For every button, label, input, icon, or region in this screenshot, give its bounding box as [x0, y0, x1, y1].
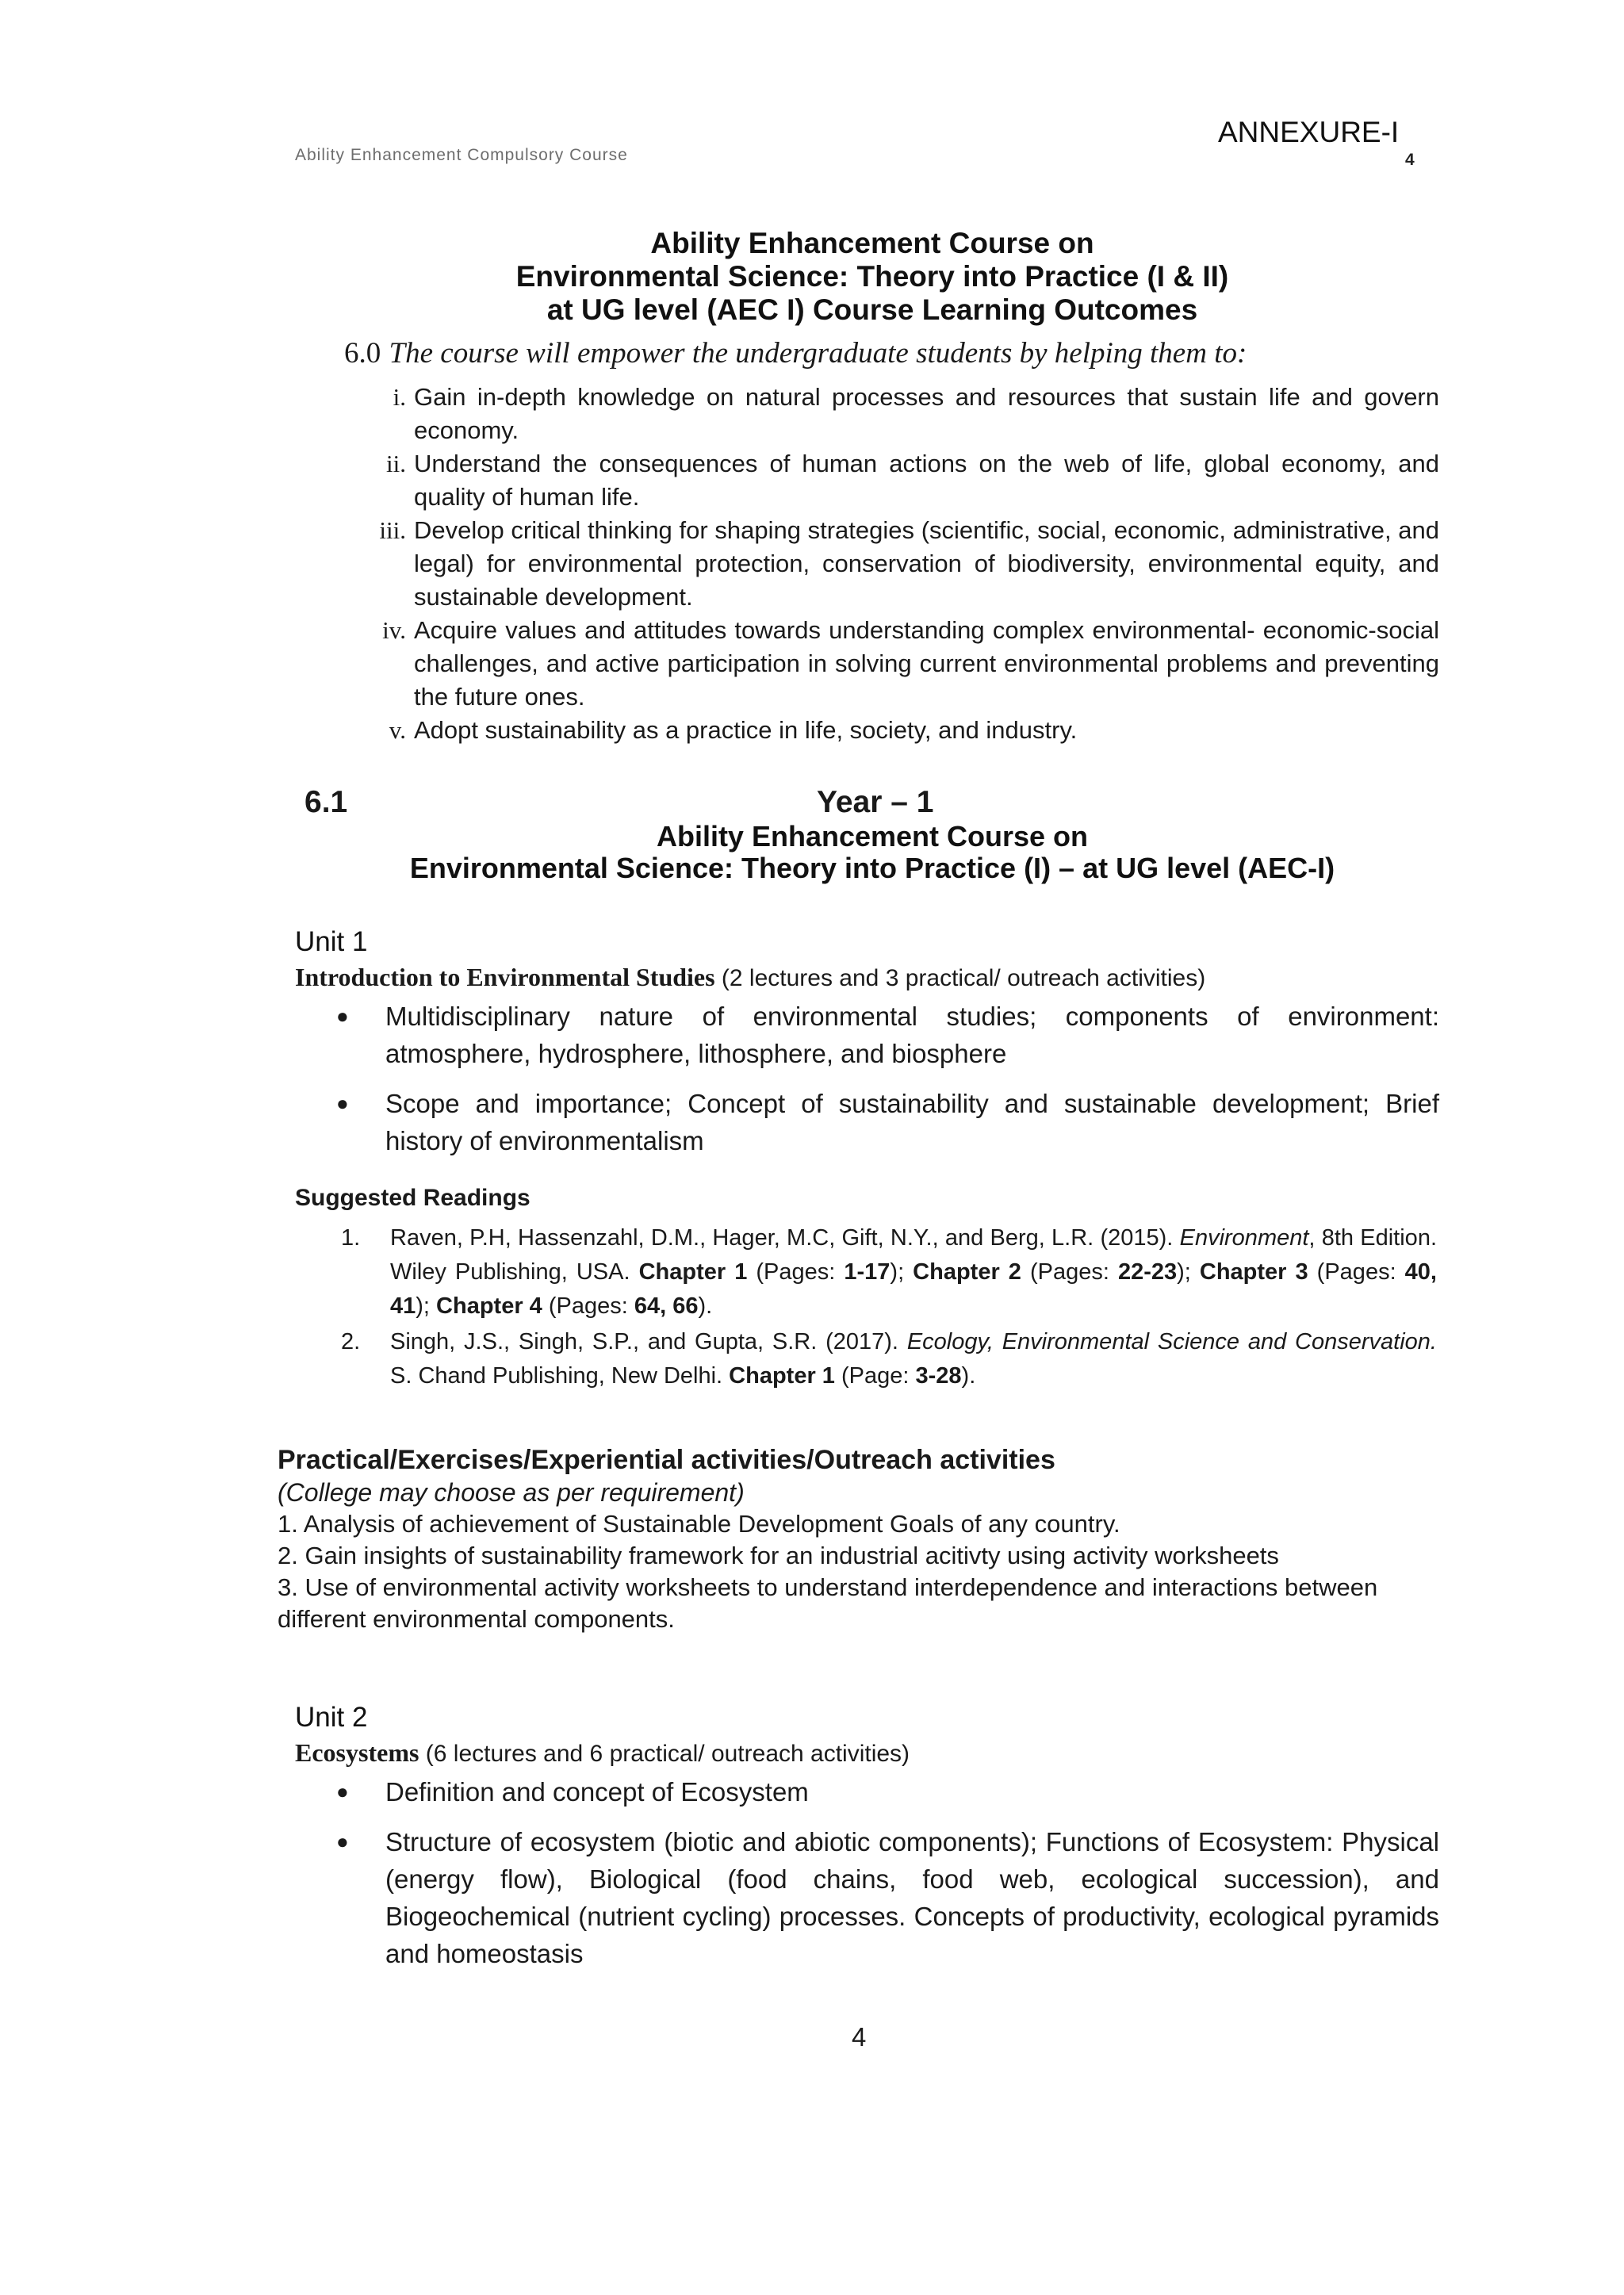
outcome-item: v. Adopt sustainability as a practice in life, society, and industry. [389, 716, 1078, 744]
outcome-item: iv. Acquire values and attitudes towards understanding complex environmental- economic-social challenges, and active participation in solving current environmental problems and preventing the future ones. [382, 616, 1439, 711]
unit-2-bullets [333, 1773, 1439, 1985]
unit-2-meta: (6 lectures and 6 practical/ outreach activities) [425, 1741, 910, 1767]
running-header: Ability Enhancement Compulsory Course [295, 146, 628, 164]
unit-1-heading: Unit 1 [295, 926, 368, 957]
practical-heading: Practical/Exercises/Experiential activities/Outreach activities [278, 1445, 1055, 1475]
section-6-0-intro [344, 336, 1247, 370]
unit-1-title: Introduction to Environmental Studies [295, 963, 715, 991]
list-item: ● Scope and importance; Concept of sustainability and sustainable development; Brief history of environmentalism [333, 1085, 1439, 1159]
unit-2-heading: Unit 2 [295, 1702, 368, 1733]
list-item: 2. Gain insights of sustainability framework for an industrial acitivty using activity worksheets [278, 1542, 1279, 1569]
list-item: 3. Use of environmental activity worksheets to understand interdependence and interactions between different environmental components. [278, 1573, 1378, 1633]
practical-list [278, 1508, 1404, 1635]
section-number: 6.0 [344, 337, 381, 370]
reading-item: 1. Raven, P.H, Hassenzahl, D.M., Hager, M.C, Gift, N.Y., and Berg, L.R. (2015). Environment, 8th Edition. Wiley Publishing, USA. Chapter 1 (Pages: 1-17); Chapter 2 (Pages: 22-23); Chapter 3 (Pages: 40, 41); Chapter 4 (Pages: 64, 66). [341, 1225, 1438, 1319]
header-page-number: 4 [1405, 151, 1415, 169]
intro-text: The course will empower the undergraduate students by helping them to: [389, 337, 1247, 370]
list-item: ● Definition and concept of Ecosystem [333, 1773, 1439, 1810]
title-line-3: at UG level (AEC I) Course Learning Outcomes [546, 293, 1198, 326]
outcome-item: i. Gain in-depth knowledge on natural processes and resources that sustain life and govern economy. [393, 383, 1439, 444]
unit-2-title-line [295, 1738, 910, 1768]
unit-1-title-line [295, 963, 1205, 992]
page-number: 4 [852, 2022, 867, 2052]
section-6-1-line-2: Ability Enhancement Course on [656, 820, 1089, 852]
year-heading: Year – 1 [817, 785, 934, 819]
title-line-2: Environmental Science: Theory into Practice (I & II) [515, 260, 1229, 293]
unit-2-title: Ecosystems [295, 1738, 419, 1767]
practical-subheading: (College may choose as per requirement) [278, 1478, 745, 1507]
bullet-icon: ● [336, 1829, 349, 1853]
bullet-icon: ● [336, 1004, 349, 1028]
title-line-1: Ability Enhancement Course on [650, 227, 1094, 259]
outcome-item: iii. Develop critical thinking for shaping strategies (scientific, social, economic, administrative, and legal) for environmental protection, conservation of biodiversity, environmental equity, and sustainable development. [379, 516, 1439, 611]
reading-item: 2. Singh, J.S., Singh, S.P., and Gupta, S.R. (2017). Ecology, Environmental Science and Conservation. S. Chand Publishing, New Delhi. Chapter 1 (Page: 3-28). [341, 1329, 1437, 1389]
bullet-icon: ● [336, 1780, 349, 1803]
list-item: ● Multidisciplinary nature of environmental studies; components of environment: atmosphere, hydrosphere, lithosphere, and biosphere [333, 998, 1439, 1072]
annexure-label: ANNEXURE-I [1218, 116, 1400, 148]
list-item: 1. Analysis of achievement of Sustainable Development Goals of any country. [278, 1510, 1120, 1538]
section-6-1-number: 6.1 [304, 785, 348, 819]
unit-1-meta: (2 lectures and 3 practical/ outreach activities) [721, 965, 1206, 991]
outcomes-list [341, 381, 1439, 747]
suggested-readings-heading: Suggested Readings [295, 1185, 530, 1211]
section-6-1-line-3: Environmental Science: Theory into Practice (I) – at UG level (AEC-I) [409, 852, 1335, 884]
readings-list [333, 1221, 1437, 1395]
list-item: ● Structure of ecosystem (biotic and abiotic components); Functions of Ecosystem: Physical (energy flow), Biological (food chains, food web, ecological succession), and Biogeochemical (nutrient cycling) processes. Concepts of productivity, ecological pyramids and homeostasis [333, 1823, 1439, 1972]
outcome-item: ii. Understand the consequences of human actions on the web of life, global economy, and quality of human life. [386, 450, 1439, 511]
unit-1-bullets [333, 998, 1439, 1172]
bullet-icon: ● [336, 1091, 349, 1115]
